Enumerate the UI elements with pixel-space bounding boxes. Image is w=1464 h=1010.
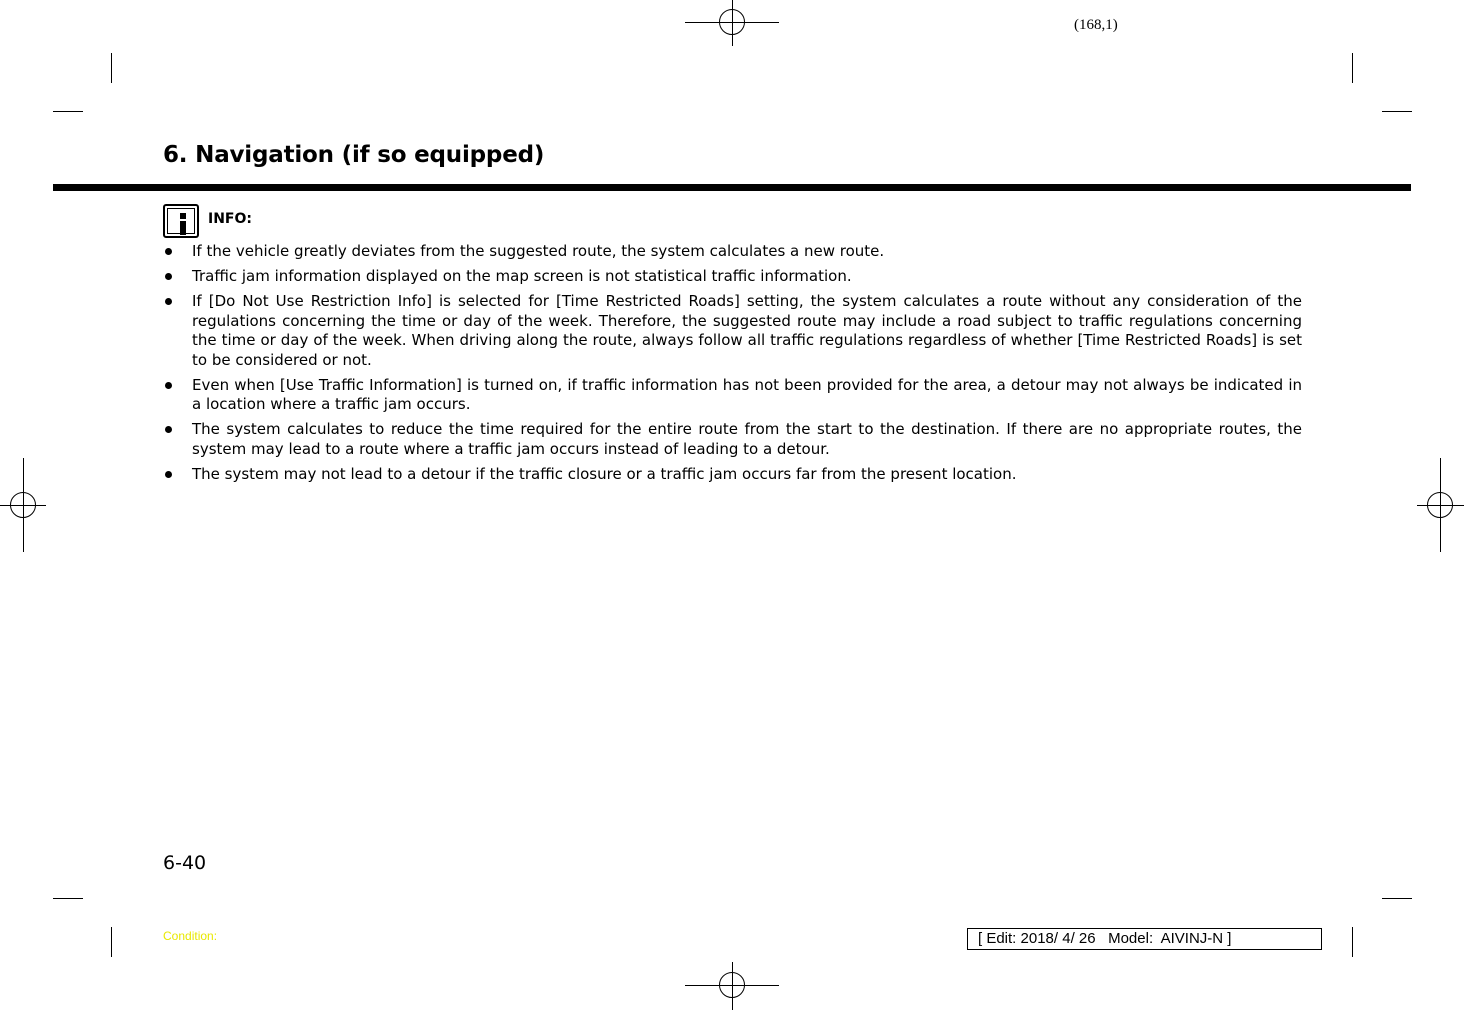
bullet-text: Traffic jam information displayed on the map screen is not statistical traffic information. bbox=[192, 267, 852, 285]
bullet-text: The system calculates to reduce the time required for the entire route from the start to the destination. If there are no appropriate routes, the system may lead to a route where a traffic jam occurs instead of leading to a detour. bbox=[192, 420, 1302, 458]
page-code: (168,1) bbox=[1074, 17, 1118, 33]
list-item bbox=[165, 465, 1302, 485]
title-rule bbox=[53, 184, 1411, 191]
bullet-dot-icon bbox=[165, 382, 172, 389]
page-number: 6-40 bbox=[163, 852, 207, 874]
bullet-dot-icon bbox=[165, 426, 172, 433]
section-title: 6. Navigation (if so equipped) bbox=[163, 142, 545, 168]
bullet-text: If [Do Not Use Restriction Info] is selected for [Time Restricted Roads] setting, the system calculates a route without any consideration of the regulations concerning the time or day of the week. Therefore, the suggested route may include a road subject to traffic regulations concerning the time or day of the week. When driving along the route, always follow all traffic regulations regardless of whether [Time Restricted Roads] is set to be considered or not. bbox=[192, 292, 1302, 369]
condition-label: Condition: bbox=[163, 929, 218, 943]
list-item bbox=[165, 267, 1302, 287]
bullet-dot-icon bbox=[165, 471, 172, 478]
info-bullet-list bbox=[165, 242, 1302, 490]
info-icon bbox=[163, 204, 199, 238]
list-item bbox=[165, 242, 1302, 262]
bullet-dot-icon bbox=[165, 298, 172, 305]
list-item bbox=[165, 376, 1302, 415]
list-item bbox=[165, 292, 1302, 370]
list-item bbox=[165, 420, 1302, 459]
info-label: INFO: bbox=[208, 211, 252, 227]
bullet-dot-icon bbox=[165, 273, 172, 280]
bullet-text: The system may not lead to a detour if the traffic closure or a traffic jam occurs far from the present location. bbox=[192, 464, 1017, 483]
bullet-text: If the vehicle greatly deviates from the suggested route, the system calculates a new route. bbox=[192, 242, 885, 260]
bullet-dot-icon bbox=[165, 248, 172, 255]
edit-info-box: [ Edit: 2018/ 4/ 26 Model: AIVINJ-N ] bbox=[967, 928, 1322, 950]
bullet-text: Even when [Use Traffic Information] is turned on, if traffic information has not been provided for the area, a detour may not always be indicated in a location where a traffic jam occurs. bbox=[192, 375, 1302, 413]
